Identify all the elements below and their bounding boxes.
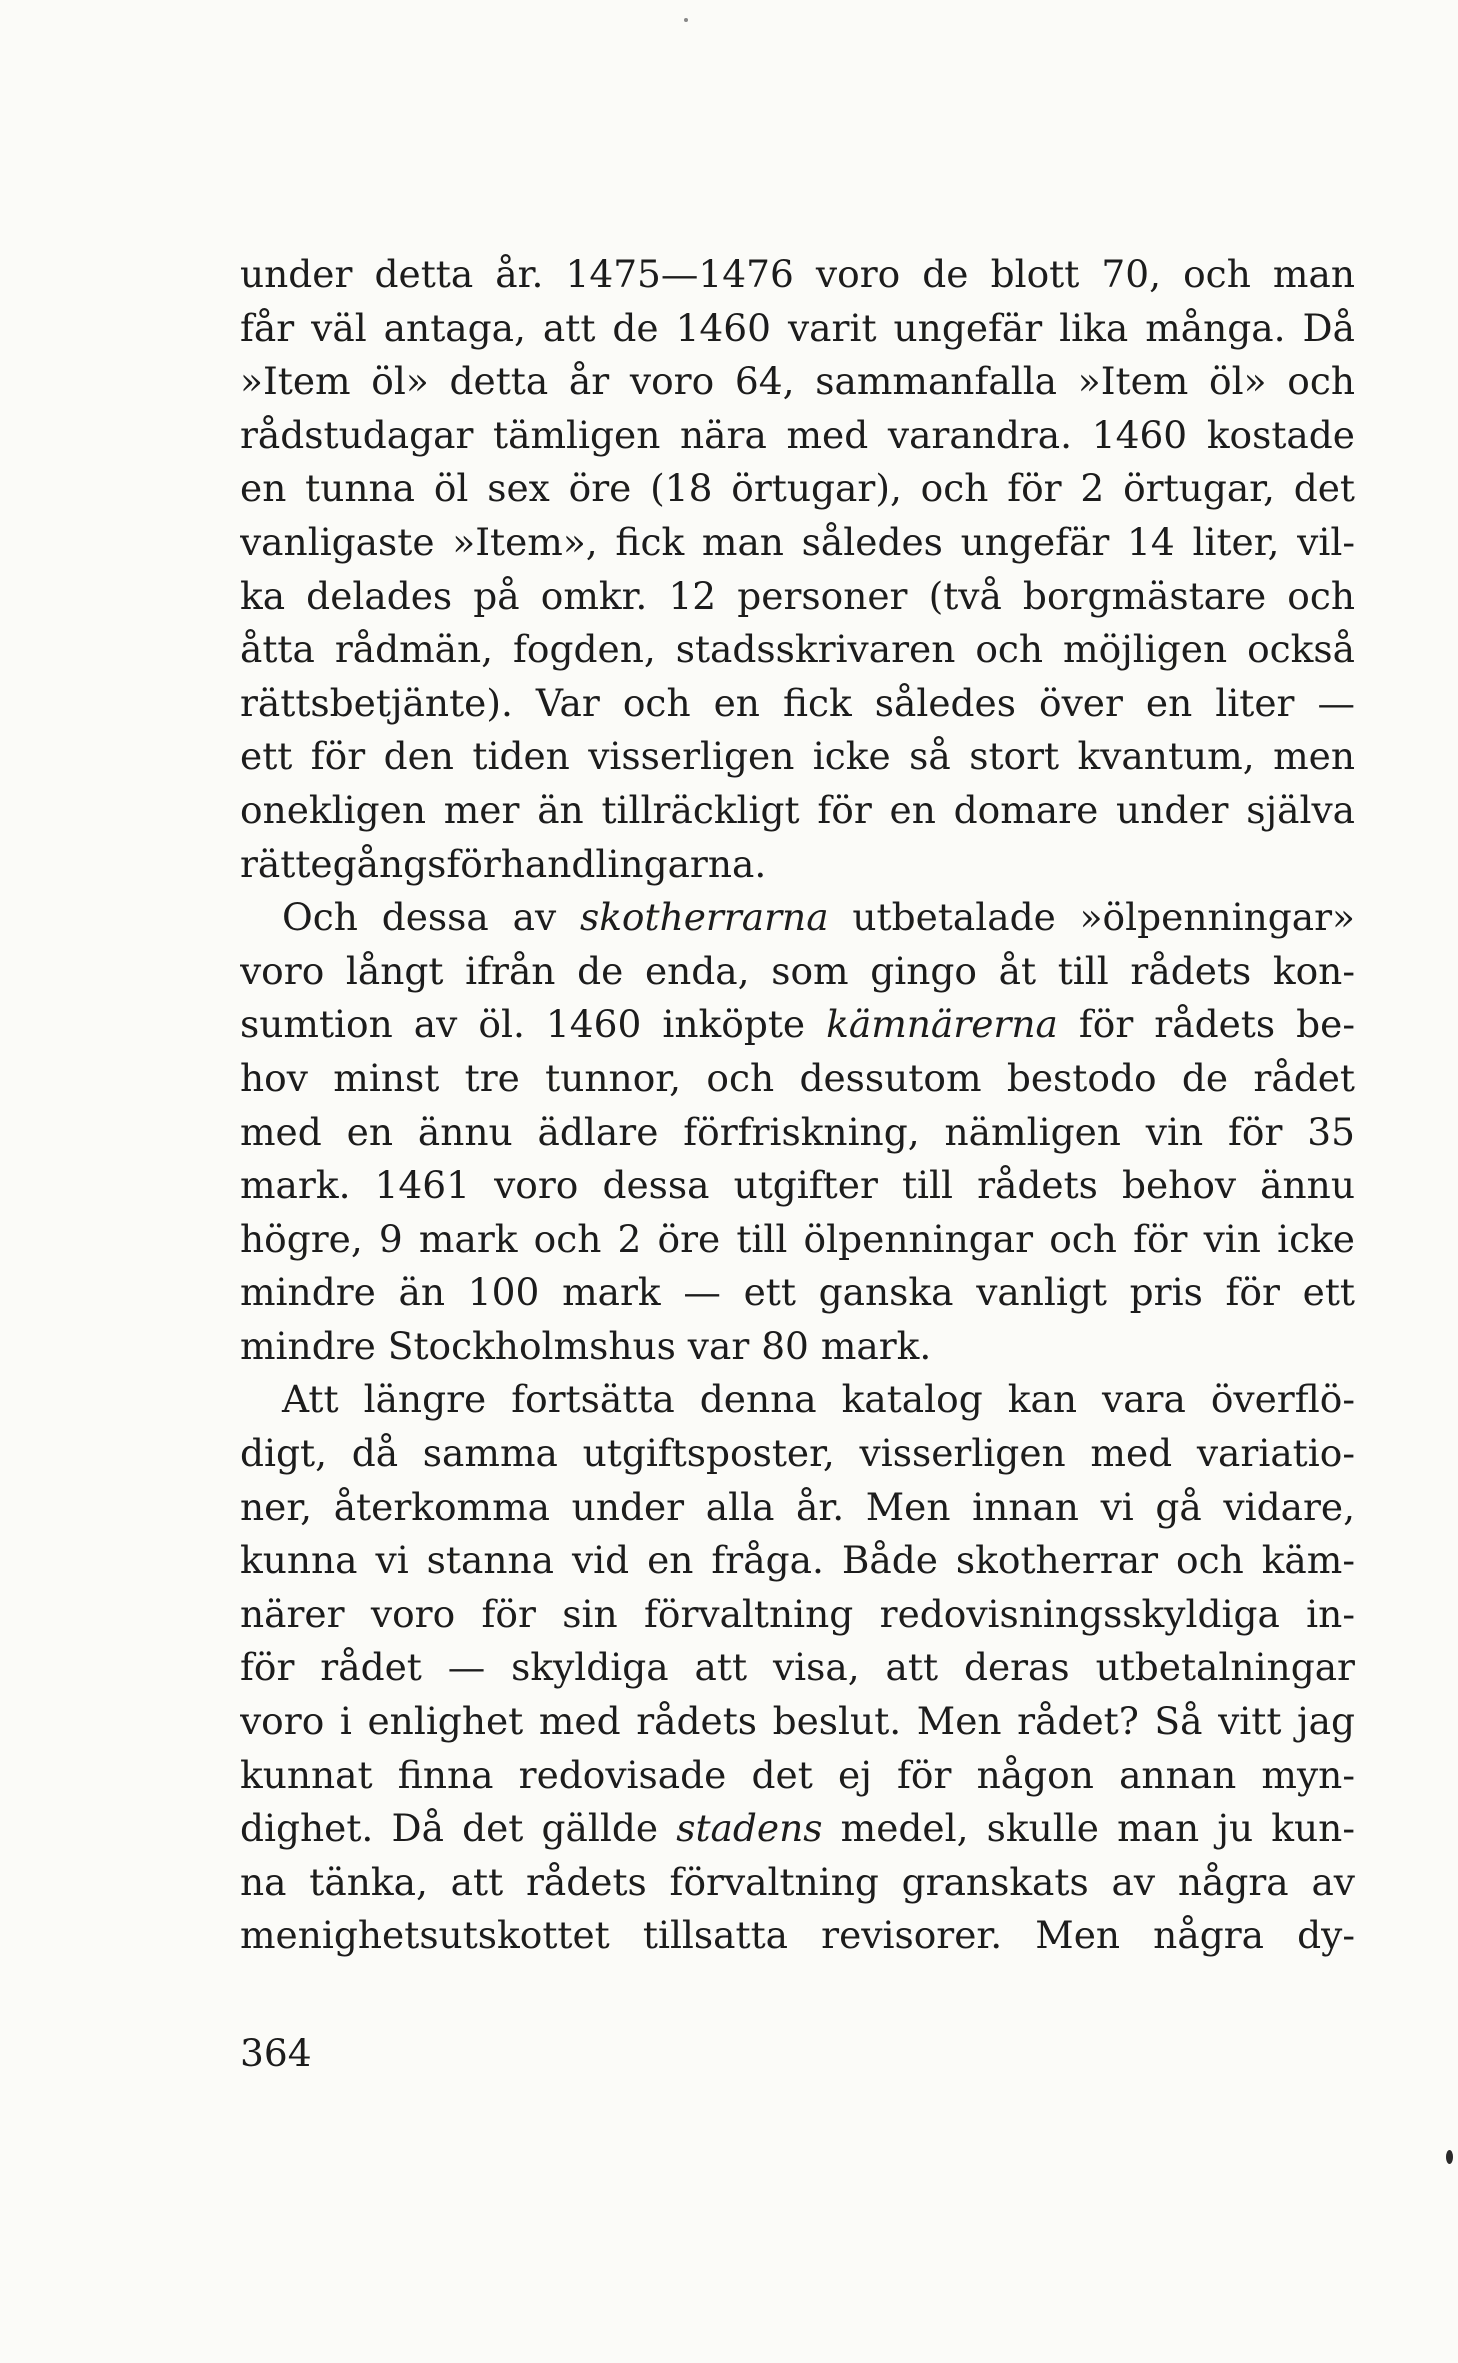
text-line: under detta år. 1475—1476 voro de blott 70, och man (240, 252, 1355, 296)
text-line: digt, då samma utgiftsposter, visserligen med variatio- (240, 1431, 1355, 1476)
text-line: Att längre fortsätta denna katalog kan vara överflö- (282, 1377, 1355, 1422)
text-line: närer voro för sin förvaltning redovisningsskyldiga in- (240, 1591, 1355, 1636)
scan-speck (1446, 2150, 1453, 2164)
text-segment: för rådets be- (1057, 1002, 1355, 1047)
text-segment: medel, skulle man ju kun- (822, 1806, 1355, 1851)
text-line: för rådet — skyldiga att visa, att deras utbetalningar (240, 1645, 1355, 1690)
text-line: mark. 1461 voro dessa utgifter till rådets behov ännu (240, 1163, 1355, 1208)
text-line: mindre än 100 mark — ett ganska vanligt pris för ett (240, 1270, 1355, 1315)
text-line (240, 1802, 1355, 1856)
text-line: vanligaste »Item», fick man således ungefär 14 liter, vil- (240, 519, 1355, 564)
text-line: kunna vi stanna vid en fråga. Både skotherrar och käm- (240, 1538, 1355, 1583)
scan-speck (684, 18, 688, 22)
text-segment: Och dessa av (282, 895, 580, 940)
text-line: onekligen mer än tillräckligt för en domare under själva (240, 787, 1355, 832)
text-line: ka delades på omkr. 12 personer (två borgmästare och (240, 573, 1355, 618)
text-segment: utbetalade »ölpenningar» (828, 895, 1355, 940)
text-line: en tunna öl sex öre (18 örtugar), och för 2 örtugar, det (240, 466, 1355, 511)
text-line: voro långt ifrån de enda, som gingo åt till rådets kon- (240, 948, 1355, 993)
text-line: na tänka, att rådets förvaltning granskats av några av (240, 1859, 1355, 1904)
text-segment: dighet. Då det gällde (240, 1806, 677, 1851)
italic-term: kämnärerna (826, 1002, 1058, 1047)
text-line: mindre Stockholmshus var 80 mark. (240, 1323, 932, 1368)
text-line: voro i enlighet med rådets beslut. Men rådet? Så vitt jag (240, 1699, 1355, 1744)
body-text (240, 248, 1355, 1963)
text-line: med en ännu ädlare förfriskning, nämligen vin för 35 (240, 1109, 1355, 1154)
text-line: kunnat finna redovisade det ej för någon annan myn- (240, 1752, 1355, 1797)
text-line: hov minst tre tunnor, och dessutom bestodo de rådet (240, 1055, 1355, 1100)
text-line: rättegångsförhandlingarna. (240, 841, 767, 886)
text-line: högre, 9 mark och 2 öre till ölpenningar och för vin icke (240, 1216, 1355, 1261)
text-line: »Item öl» detta år voro 64, sammanfalla »Item öl» och (240, 359, 1355, 404)
text-line: rådstudagar tämligen nära med varandra. 1460 kostade (240, 412, 1355, 457)
text-line (240, 891, 1355, 945)
text-segment: sumtion av öl. 1460 inköpte (240, 1002, 827, 1047)
text-line: ner, återkomma under alla år. Men innan vi gå vidare, (240, 1484, 1355, 1529)
text-line (240, 998, 1355, 1052)
text-line: åtta rådmän, fogden, stadsskrivaren och möjligen också (240, 627, 1355, 672)
text-line: menighetsutskottet tillsatta revisorer. Men några dy- (240, 1913, 1355, 1958)
text-line: får väl antaga, att de 1460 varit ungefär lika många. Då (240, 305, 1355, 350)
page-number: 364 (240, 2031, 312, 2075)
italic-term: skotherrarna (579, 895, 829, 940)
italic-term: stadens (676, 1806, 823, 1851)
text-line: rättsbetjänte). Var och en fick således över en liter — (240, 680, 1355, 725)
text-line: ett för den tiden visserligen icke så stort kvantum, men (240, 734, 1355, 779)
